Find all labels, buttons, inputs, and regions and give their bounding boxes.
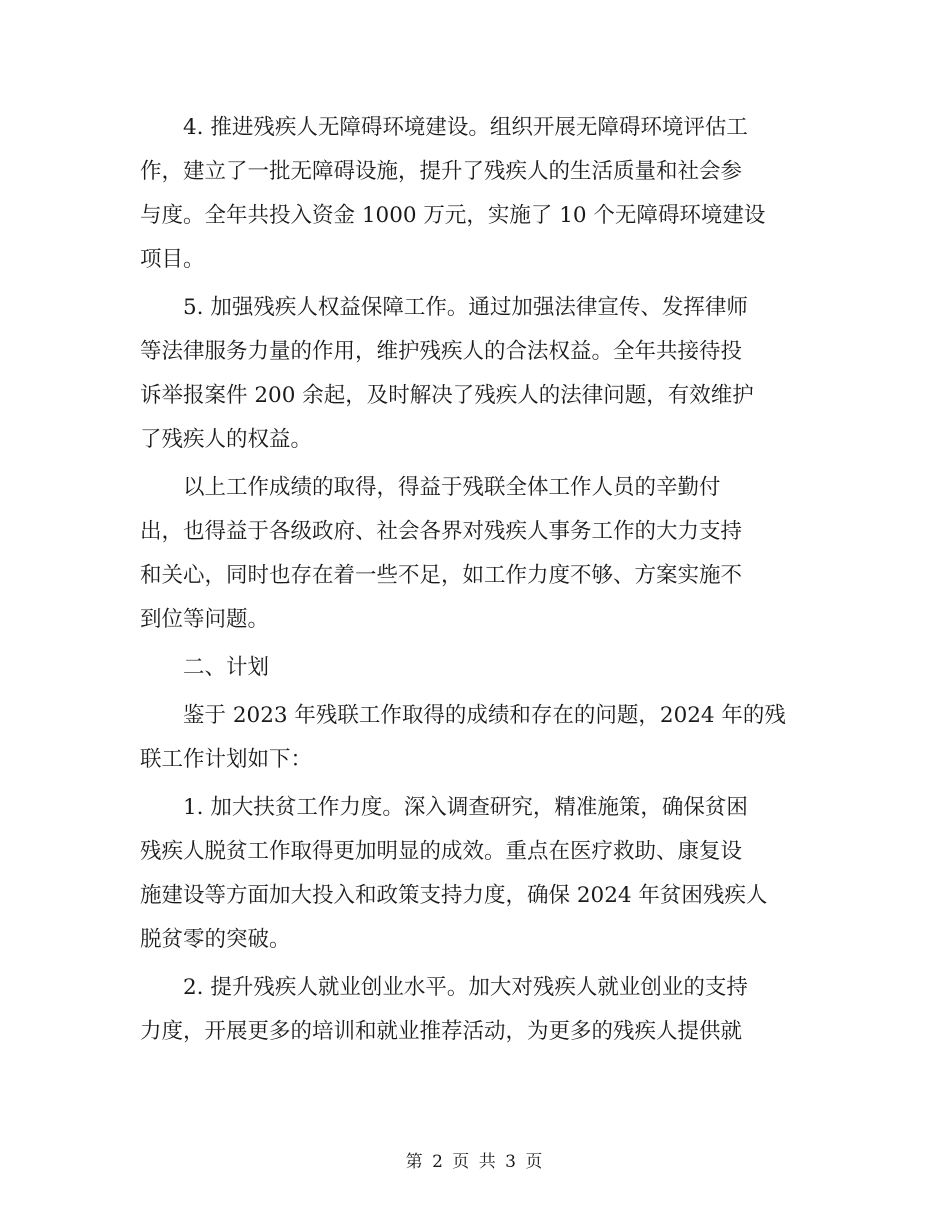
text-line: 联工作计划如下： [140, 747, 313, 772]
text-line: 二、计划 [183, 655, 270, 680]
text-line: 诉举报案件 200 余起，及时解决了残疾人的法律问题，有效维护 [140, 383, 754, 408]
page-number-footer: 第 2 页 共 3 页 [405, 1152, 545, 1172]
text-line: 作，建立了一批无障碍设施，提升了残疾人的生活质量和社会参 [140, 159, 743, 184]
document-body [140, 106, 810, 1058]
text-line: 5. 加强残疾人权益保障工作。通过加强法律宣传、发挥律师 [183, 295, 748, 320]
text-line: 2. 提升残疾人就业创业水平。加大对残疾人就业创业的支持 [183, 975, 748, 1000]
text-line: 残疾人脱贫工作取得更加明显的成效。重点在医疗救助、康复设 [140, 839, 743, 864]
text-line: 项目。 [140, 247, 205, 272]
text-line: 与度。全年共投入资金 1000 万元，实施了 10 个无障碍环境建设 [140, 203, 766, 228]
text-line: 1. 加大扶贫工作力度。深入调查研究，精准施策，确保贫困 [183, 795, 748, 820]
text-line: 脱贫零的突破。 [140, 927, 291, 952]
paragraph-summary [140, 466, 810, 642]
paragraph-item-4 [140, 106, 810, 282]
paragraph-plan-item-1 [140, 786, 810, 962]
text-line: 了残疾人的权益。 [140, 427, 313, 452]
text-line: 施建设等方面加大投入和政策支持力度，确保 2024 年贫困残疾人 [140, 883, 768, 908]
text-line: 到位等问题。 [140, 607, 270, 632]
text-line: 鉴于 2023 年残联工作取得的成绩和存在的问题，2024 年的残 [183, 703, 786, 728]
paragraph-plan-item-2 [140, 966, 810, 1054]
text-line: 等法律服务力量的作用，维护残疾人的合法权益。全年共接待投 [140, 339, 743, 364]
paragraph-plan-intro [140, 694, 810, 782]
section-heading-plan [140, 646, 810, 690]
paragraph-item-5 [140, 286, 810, 462]
text-line: 力度，开展更多的培训和就业推荐活动，为更多的残疾人提供就 [140, 1019, 743, 1044]
text-line: 出，也得益于各级政府、社会各界对残疾人事务工作的大力支持 [140, 519, 743, 544]
text-line: 以上工作成绩的取得，得益于残联全体工作人员的辛勤付 [183, 475, 721, 500]
text-line: 4. 推进残疾人无障碍环境建设。组织开展无障碍环境评估工 [183, 115, 748, 140]
text-line: 和关心，同时也存在着一些不足，如工作力度不够、方案实施不 [140, 563, 743, 588]
